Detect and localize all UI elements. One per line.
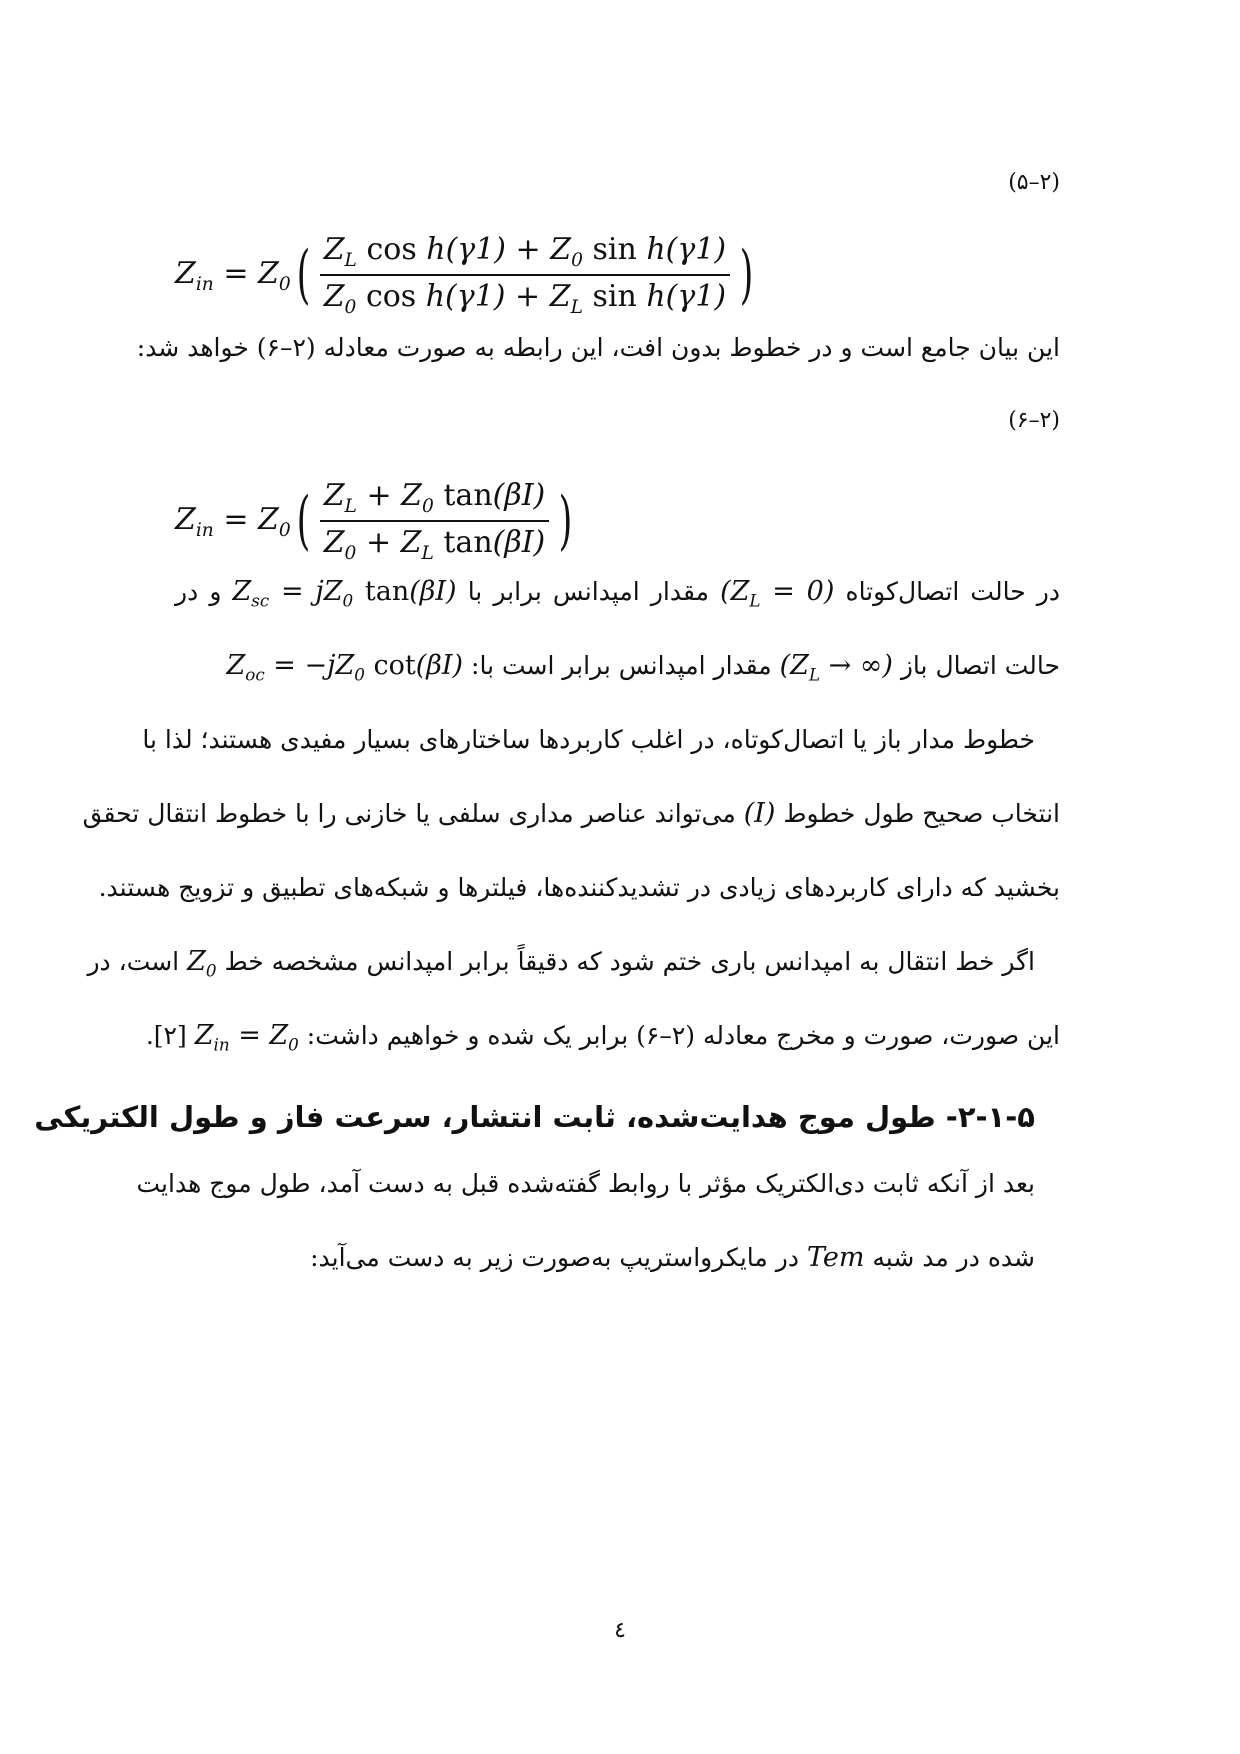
equation-input-impedance-lossless bbox=[175, 478, 578, 564]
text-line-open-circuit bbox=[175, 648, 1060, 692]
para2-line2 bbox=[145, 1018, 1060, 1062]
para3-line2 bbox=[175, 1240, 1035, 1276]
eq6-numerator: $Z_L + Z_0$ tan(βI) bbox=[320, 478, 550, 522]
right-paren: ) bbox=[739, 238, 754, 312]
page-number: ٤ bbox=[614, 1618, 626, 1643]
math-zl-zero: $(Z_L = 0)$ bbox=[720, 576, 835, 611]
text-segment: است، در bbox=[87, 947, 180, 976]
eq5-denominator: $Z_0$ $\cos h(\gamma 1) + Z_L$ sin h(γ1) bbox=[323, 279, 727, 318]
text-segment: در حالت اتصال‌کوتاه bbox=[845, 577, 1060, 606]
para3-line1: بعد از آنکه ثابت دی‌الکتریک مؤثر با روابط گفته‌شده قبل به دست آمد، طول موج هدایت bbox=[136, 1169, 1035, 1198]
math-z0: $Z_0$ bbox=[187, 946, 217, 981]
text-segment: مقدار امپدانس برابر است با: bbox=[471, 651, 772, 680]
eq5-fraction bbox=[320, 232, 730, 318]
text-segment: در مایکرواستریپ به‌صورت زیر به دست می‌آید: bbox=[310, 1243, 799, 1272]
para2-line1 bbox=[87, 944, 1035, 988]
text-segment: شده در مد شبه bbox=[872, 1243, 1035, 1272]
para1-line1: خطوط مدار باز یا اتصال‌کوتاه، در اغلب کاربردها ساختارهای بسیار مفیدی هستند؛ لذا با bbox=[142, 725, 1035, 754]
math-zin-equals-z0: $Z_{in} = Z_0$ bbox=[194, 1020, 299, 1055]
text-segment: و در bbox=[175, 577, 222, 606]
text-segment: این صورت، صورت و مخرج معادله (۲–۶) برابر یک شده و خواهیم داشت: bbox=[306, 1021, 1060, 1050]
math-length: (I) bbox=[743, 798, 776, 829]
para1-line3: بخشید که دارای کاربردهای زیادی در تشدیدکننده‌ها، فیلترها و شبکه‌های تطبیق و تزویج هستند. bbox=[98, 873, 1060, 902]
math-tem: Tem bbox=[806, 1242, 865, 1273]
text-segment: حالت اتصال باز bbox=[900, 651, 1060, 680]
reference-marker: [۲]. bbox=[145, 1021, 187, 1050]
left-paren: ( bbox=[296, 238, 311, 312]
math-zl-infinity: ($Z_L$ → ∞) bbox=[779, 650, 893, 685]
eq5-numerator: $Z_L$ $\cos h(\gamma 1) + Z_0$ sin h(γ1) bbox=[320, 232, 730, 276]
text-segment: انتخاب صحیح طول خطوط bbox=[783, 799, 1060, 828]
left-paren: ( bbox=[296, 484, 311, 558]
text-segment: اگر خط انتقال به امپدانس باری ختم شود که دقیقاً برابر امپدانس مشخصه خط bbox=[224, 947, 1035, 976]
eq6-fraction bbox=[320, 478, 550, 564]
text-line-short-circuit bbox=[175, 574, 1060, 618]
math-zoc: $Z_{oc} = -jZ_0$ cot(βI) bbox=[226, 650, 464, 685]
text-line-1: این بیان جامع است و در خطوط بدون افت، این رابطه به صورت معادله (۲–۶) خواهد شد: bbox=[136, 333, 1060, 362]
section-heading: ۲-۱-۵- طول موج هدایت‌شده، ثابت انتشار، سرعت فاز و طول الکتریکی bbox=[34, 1100, 1035, 1134]
eq5-lhs: $Z_{in} = Z_0$ bbox=[175, 255, 291, 295]
text-segment: می‌تواند عناصر مداری سلفی یا خازنی را با خطوط انتقال تحقق bbox=[82, 799, 736, 828]
right-paren: ) bbox=[558, 484, 573, 558]
eq6-denominator: $Z_0 + Z_L$ tan(βI) bbox=[323, 525, 546, 564]
eq6-lhs: $Z_{in} = Z_0$ bbox=[175, 501, 291, 541]
math-zsc: $Z_{sc} = jZ_0$ tan(βI) bbox=[232, 576, 457, 611]
para1-line2 bbox=[82, 796, 1060, 832]
equation-input-impedance-general bbox=[175, 232, 759, 318]
equation-number-5: (۵–۲) bbox=[1008, 170, 1060, 195]
text-segment: مقدار امپدانس برابر با bbox=[467, 577, 709, 606]
equation-number-6: (۶–۲) bbox=[1008, 408, 1060, 433]
